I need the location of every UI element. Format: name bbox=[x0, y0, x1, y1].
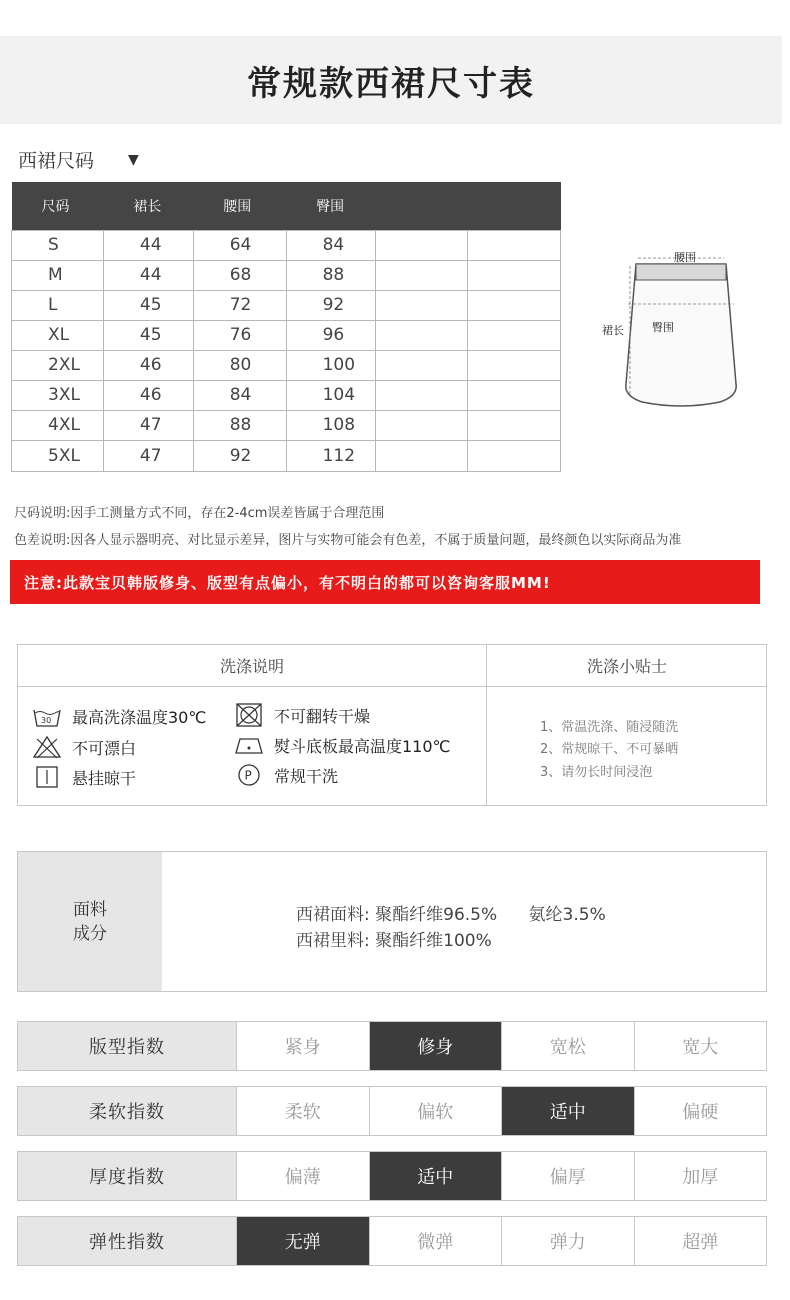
table-cell bbox=[468, 290, 561, 320]
table-cell: 2XL bbox=[12, 350, 104, 380]
table-cell: 44 bbox=[103, 230, 193, 260]
index-option: 宽松 bbox=[502, 1022, 635, 1070]
wash-item-label: 最高洗涤温度30℃ bbox=[72, 708, 207, 727]
table-cell: 96 bbox=[286, 320, 376, 350]
index-option: 偏软 bbox=[370, 1087, 503, 1135]
index-option: 偏硬 bbox=[682, 1102, 719, 1123]
table-cell bbox=[468, 350, 561, 380]
fabric-label-line2: 成分 bbox=[73, 923, 107, 944]
wash-tip: 3、请勿长时间浸泡 bbox=[540, 765, 653, 780]
wash-item-label: 悬挂晾干 bbox=[72, 768, 137, 788]
header-cell: 尺码 bbox=[12, 182, 104, 230]
wash-item-label: 不可翻转干燥 bbox=[274, 706, 371, 726]
dry-clean-p-icon bbox=[234, 763, 264, 787]
index-option: 柔软 bbox=[237, 1087, 370, 1135]
header-cell bbox=[468, 182, 561, 230]
table-cell: 47 bbox=[103, 440, 193, 471]
wash-temp-text: 30 bbox=[41, 715, 52, 725]
table-cell: M bbox=[12, 260, 104, 290]
index-option: 宽大 bbox=[682, 1037, 719, 1058]
fabric-panel bbox=[17, 851, 767, 992]
table-cell: 84 bbox=[193, 380, 286, 410]
wash-item-label: 熨斗底板最高温度110℃ bbox=[274, 736, 451, 756]
wash-item bbox=[32, 735, 136, 759]
wash-item-label: 常规干洗 bbox=[274, 766, 339, 786]
skirt-diagram bbox=[596, 244, 766, 414]
table-cell bbox=[468, 230, 561, 260]
table-cell: 112 bbox=[286, 440, 376, 471]
index-option: 紧身 bbox=[237, 1022, 370, 1070]
hang-dry-icon bbox=[32, 765, 62, 789]
table-cell: 45 bbox=[103, 290, 193, 320]
index-option: 适中 bbox=[370, 1152, 503, 1200]
table-cell: 45 bbox=[103, 320, 193, 350]
no-bleach-icon bbox=[32, 735, 62, 759]
size-section-label bbox=[18, 146, 139, 173]
table-cell bbox=[468, 380, 561, 410]
table-row bbox=[12, 380, 561, 410]
table-cell: 92 bbox=[193, 440, 286, 471]
table-cell: XL bbox=[12, 320, 104, 350]
wash-panel bbox=[17, 644, 767, 806]
fabric-outer bbox=[296, 900, 606, 925]
wash-item bbox=[234, 763, 338, 787]
index-option: 适中 bbox=[502, 1087, 635, 1135]
index-option: 加厚 bbox=[682, 1167, 719, 1188]
size-note: 尺码说明:因手工测量方式不同，存在2-4cm误差皆属于合理范围 bbox=[14, 506, 385, 521]
table-cell: 44 bbox=[103, 260, 193, 290]
size-table-header bbox=[12, 182, 561, 230]
wash-item bbox=[234, 702, 370, 728]
table-cell bbox=[468, 320, 561, 350]
table-row bbox=[12, 290, 561, 320]
wash-30-icon bbox=[32, 706, 62, 728]
table-row bbox=[12, 440, 561, 471]
diagram-waist-label: 腰围 bbox=[674, 251, 696, 264]
table-cell: 47 bbox=[103, 410, 193, 440]
table-cell bbox=[376, 380, 468, 410]
header-cell: 裙长 bbox=[103, 182, 193, 230]
table-cell bbox=[468, 440, 561, 471]
table-cell bbox=[376, 260, 468, 290]
page-title: 常规款西裙尺寸表 bbox=[247, 63, 535, 104]
table-row bbox=[12, 230, 561, 260]
header-cell: 臀围 bbox=[286, 182, 376, 230]
fabric-outer-main: 西裙面料: 聚酯纤维96.5% bbox=[296, 905, 498, 925]
fabric-outer-extra: 氨纶3.5% bbox=[528, 905, 606, 925]
title-band bbox=[0, 36, 782, 124]
table-row bbox=[12, 260, 561, 290]
index-option: 修身 bbox=[370, 1022, 503, 1070]
diagram-hip-label: 臀围 bbox=[652, 321, 674, 334]
fabric-label-line1: 面料 bbox=[73, 899, 107, 920]
table-cell: 84 bbox=[286, 230, 376, 260]
table-cell: 72 bbox=[193, 290, 286, 320]
table-cell bbox=[376, 350, 468, 380]
table-cell: 108 bbox=[286, 410, 376, 440]
wash-divider bbox=[486, 645, 487, 805]
index-label: 弹性指数 bbox=[18, 1217, 237, 1265]
table-cell: L bbox=[12, 290, 104, 320]
iron-icon bbox=[234, 733, 264, 757]
color-note: 色差说明:因各人显示器明亮、对比显示差异，图片与实物可能会有色差，不属于质量问题，最终颜色以实际商品为准 bbox=[14, 533, 682, 548]
fabric-lining: 西裙里料: 聚酯纤维100% bbox=[296, 931, 492, 951]
index-label: 柔软指数 bbox=[18, 1087, 237, 1135]
triangle-down-icon: ▼ bbox=[128, 151, 139, 168]
index-label: 厚度指数 bbox=[18, 1152, 237, 1200]
table-cell: S bbox=[12, 230, 104, 260]
table-cell bbox=[376, 320, 468, 350]
index-label: 版型指数 bbox=[18, 1022, 237, 1070]
fabric-label bbox=[18, 852, 162, 991]
index-row bbox=[17, 1216, 767, 1266]
table-cell: 104 bbox=[286, 380, 376, 410]
table-cell: 100 bbox=[286, 350, 376, 380]
table-cell bbox=[376, 410, 468, 440]
diagram-length-label: 裙长 bbox=[602, 324, 624, 337]
index-row bbox=[17, 1086, 767, 1136]
table-cell: 46 bbox=[103, 380, 193, 410]
table-cell: 5XL bbox=[12, 440, 104, 471]
index-row bbox=[17, 1151, 767, 1201]
size-section-text: 西裙尺码 bbox=[18, 150, 95, 172]
table-row bbox=[12, 350, 561, 380]
index-option: 无弹 bbox=[237, 1217, 370, 1265]
table-cell bbox=[468, 260, 561, 290]
wash-tip: 1、常温洗涤、随浸随洗 bbox=[540, 720, 679, 735]
wash-item bbox=[32, 765, 136, 789]
table-cell: 64 bbox=[193, 230, 286, 260]
table-cell: 80 bbox=[193, 350, 286, 380]
index-option: 弹力 bbox=[502, 1217, 635, 1265]
table-cell: 88 bbox=[193, 410, 286, 440]
table-row bbox=[12, 410, 561, 440]
table-cell: 88 bbox=[286, 260, 376, 290]
wash-item bbox=[32, 705, 206, 728]
index-option: 微弹 bbox=[370, 1217, 503, 1265]
index-option: 偏薄 bbox=[237, 1152, 370, 1200]
size-table-body bbox=[12, 230, 561, 471]
wash-item bbox=[234, 733, 451, 757]
table-cell: 4XL bbox=[12, 410, 104, 440]
table-cell: 76 bbox=[193, 320, 286, 350]
svg-text:P: P bbox=[244, 768, 252, 783]
header-cell: 腰围 bbox=[193, 182, 286, 230]
no-tumble-dry-icon bbox=[234, 702, 264, 728]
table-cell bbox=[376, 440, 468, 471]
wash-tip: 2、常规晾干、不可暴晒 bbox=[540, 742, 679, 757]
wash-item-label: 不可漂白 bbox=[72, 738, 137, 758]
header-cell bbox=[376, 182, 468, 230]
table-cell bbox=[376, 290, 468, 320]
table-cell: 68 bbox=[193, 260, 286, 290]
table-cell: 46 bbox=[103, 350, 193, 380]
table-cell bbox=[376, 230, 468, 260]
index-option: 偏厚 bbox=[502, 1152, 635, 1200]
table-cell: 92 bbox=[286, 290, 376, 320]
wash-header-right: 洗涤小贴士 bbox=[487, 645, 767, 687]
size-table bbox=[11, 182, 561, 472]
index-option: 超弹 bbox=[682, 1232, 719, 1253]
table-row bbox=[12, 320, 561, 350]
table-cell: 3XL bbox=[12, 380, 104, 410]
warning-bar: 注意:此款宝贝韩版修身、版型有点偏小，有不明白的都可以咨询客服MM! bbox=[10, 560, 760, 604]
wash-header-left: 洗涤说明 bbox=[18, 645, 486, 687]
index-row bbox=[17, 1021, 767, 1071]
table-cell bbox=[468, 410, 561, 440]
